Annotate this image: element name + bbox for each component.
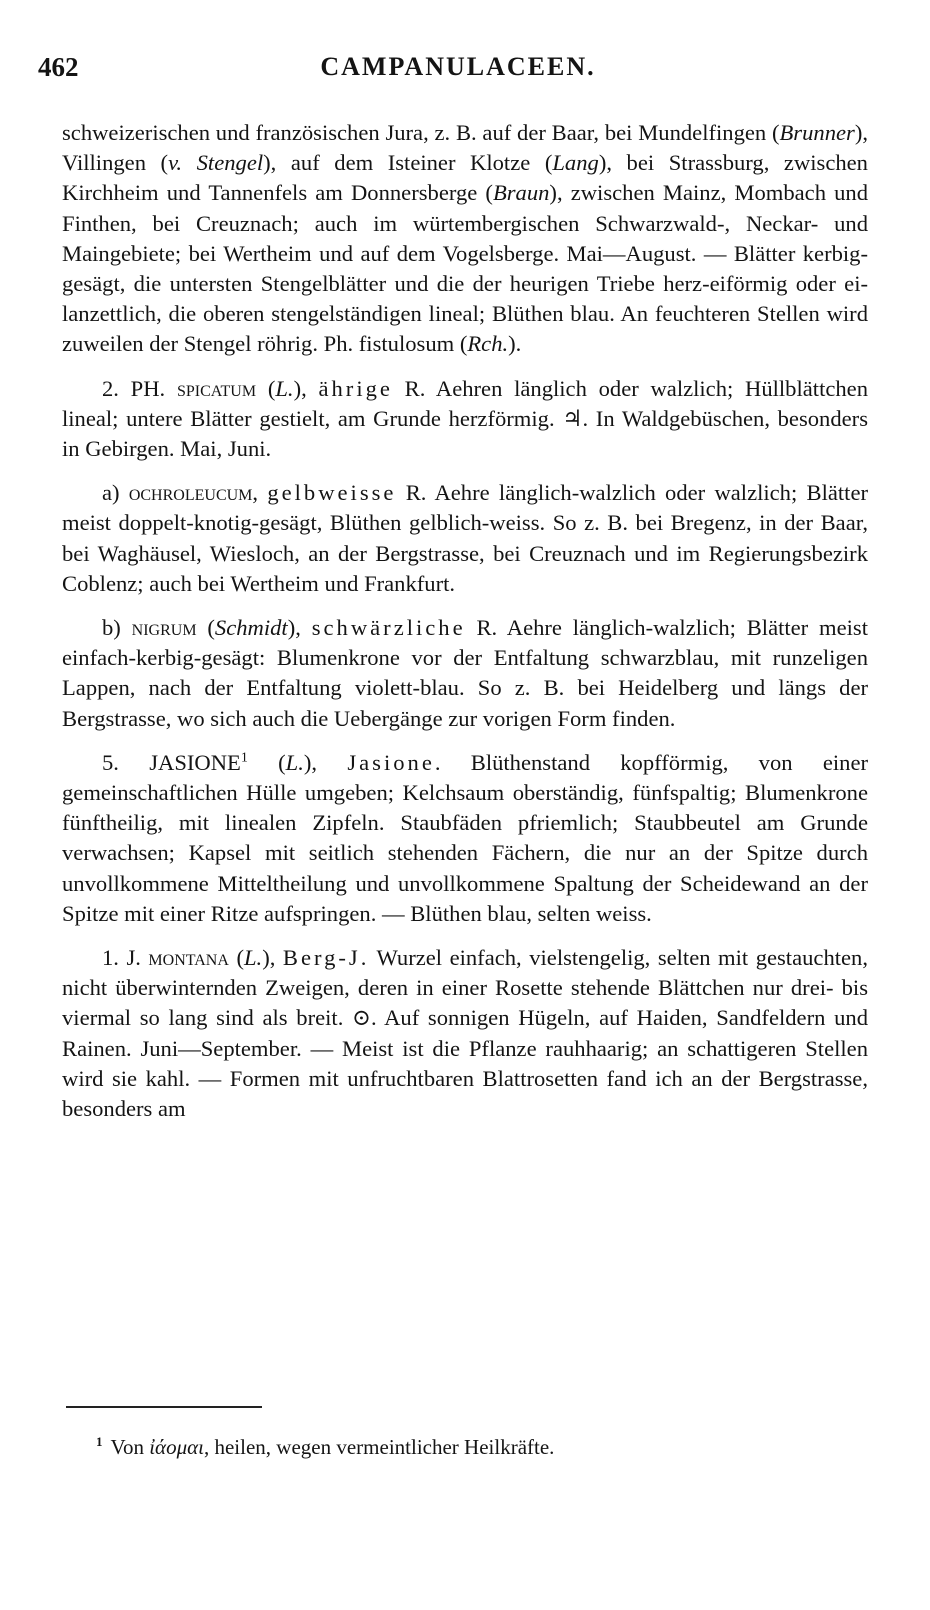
italic-text: Brunner <box>779 120 855 145</box>
italic-text: Schmidt <box>214 615 288 641</box>
page-number: 462 <box>38 52 79 82</box>
text-run: ( <box>228 945 244 971</box>
footnote-reference: 1 <box>240 750 248 766</box>
footnote <box>96 1434 554 1460</box>
paragraph-genus-jasione <box>62 748 868 929</box>
text-run: ), <box>262 945 283 971</box>
footnote-mark: 1 <box>96 1434 103 1449</box>
text-run: ). <box>508 331 522 357</box>
text-run: ), <box>303 749 348 775</box>
footnote-text <box>111 1435 555 1459</box>
text-run: 1. J. <box>102 945 149 971</box>
smallcaps-text: nigrum <box>131 615 197 641</box>
text-run: ), zwischen Mainz, Mombach und Finthen, bei Creuznach; auch im würtembergischen Schwarzwald-, Neckar- und Maingebiete; bei Wertheim und auf dem Vogelsberge. Mai—August. — Blätter kerbig-gesägt, die untersten Stengelblätter und die der heurigen Triebe herz-eiförmig oder ei-lanzettlich, die oberen stengelständigen lineal; Blüthen blau. An feuchteren Stellen wird zuweilen der Stengel röhrig. Ph. fistulosum ( <box>62 180 868 357</box>
text-run: , <box>252 480 268 506</box>
paragraph-variety-ochroleucum <box>62 478 868 599</box>
spaced-text: gelbweisse <box>267 480 397 506</box>
italic-text: L. <box>275 375 294 401</box>
text-run: ), <box>287 615 312 641</box>
text-run: ), Villingen ( <box>62 120 868 176</box>
running-title: CAMPANULACEEN. <box>320 52 596 81</box>
text-run: ( <box>196 615 215 641</box>
text-run: ), <box>293 375 319 401</box>
paragraph-jasione-montana <box>62 943 868 1124</box>
text-run: R. Aehren länglich oder walzlich; Hüllblättchen lineal; untere Blätter gestielt, am Grunde herzförmig. ♃. In Waldgebüschen, besonders in Gebirgen. Mai, Juni. <box>62 375 868 462</box>
paragraph-variety-nigrum <box>62 613 868 734</box>
text-run: . Blüthenstand kopfförmig, von einer gemeinschaftlichen Hülle umgeben; Kelchsaum oberständig, fünfspaltig; Blumenkrone fünftheilig, mit linealen Zipfeln. Staubfäden pfriemlich; Staubbeutel am Grunde verwachsen; Kapsel mit seitlich stehenden Fächern, die nur an der Spitze durch unvollkommene Mitteltheilung und unvollkommene Spaltung der Scheidewand an der Spitze mit einer Ritze aufspringen. — Blüthen blau, selten weiss. <box>62 749 868 926</box>
spaced-text: Berg-J. <box>282 945 370 971</box>
text-run: a) <box>102 480 129 506</box>
text-run: ( <box>247 749 286 775</box>
text-run: schweizerischen und französischen Jura, z. B. auf der Baar, bei Mundelfingen ( <box>62 120 780 145</box>
text-run: R. Aehre länglich-walzlich; Blätter meist einfach-kerbig-gesägt: Blumenkrone vor der Entfaltung schwarzblau, mit runzeligen Lappen, nach der Entfaltung violett-blau. So z. B. bei Heidelberg und längs der Bergstrasse, wo sich auch die Uebergänge zur vorigen Form finden. <box>62 615 868 731</box>
italic-text: v. Stengel <box>168 150 264 176</box>
text-run: R. Aehre länglich-walzlich oder walzlich; Blätter meist doppelt-knotig-gesägt, Blüthen gelblich-weiss. So z. B. bei Bregenz, in der Baar, bei Waghäusel, Wiesloch, an der Bergstrasse, bei Creuznach und im Regierungsbezirk Coblenz; auch bei Wertheim und Frankfurt. <box>62 480 869 596</box>
main-text <box>62 118 868 1124</box>
text-run: 5. JASIONE <box>102 749 241 775</box>
spaced-text: ährige <box>318 375 393 401</box>
spaced-text: Jasione <box>347 749 435 775</box>
spaced-text: schwärzliche <box>311 615 466 641</box>
paragraph-phyteuma-spicatum <box>62 374 868 465</box>
italic-text: Rch. <box>467 331 509 357</box>
text-run: Wurzel einfach, vielstengelig, selten mit gestauchten, nicht überwinternden Zweigen, deren in einer Rosette stehende Blättchen nur drei- bis viermal so lang sind als breit. ⊙. Auf sonnigen Hügeln, auf Haiden, Sandfeldern und Rainen. Juni—September. — Meist ist die Pflanze rauhhaarig; an schattigeren Stellen wird sie kahl. — Formen mit unfruchtbaren Blattrosetten fand ich an der Bergstrasse, besonders am <box>62 945 868 1122</box>
italic-text: Braun <box>492 180 550 206</box>
text-run: 2. PH. <box>102 375 177 401</box>
footnote-divider <box>66 1406 262 1408</box>
italic-text: L. <box>285 749 304 775</box>
text-run: b) <box>102 615 132 641</box>
paragraph-continuation <box>62 118 868 360</box>
text-run: , heilen, wegen vermeintlicher Heilkräfte. <box>203 1435 555 1459</box>
page-header <box>38 52 878 92</box>
text-run: ), auf dem Isteiner Klotze ( <box>263 150 553 176</box>
text-run: Von <box>110 1435 150 1459</box>
text-run: ( <box>256 375 276 401</box>
smallcaps-text: montana <box>148 945 229 971</box>
italic-text: Lang <box>552 150 599 176</box>
smallcaps-text: spicatum <box>176 375 257 401</box>
italic-text: ἰάομαι <box>149 1435 204 1459</box>
italic-text: L. <box>243 945 263 971</box>
text-run: ), bei Strassburg, zwischen Kirchheim und Tannenfels am Donnersberge ( <box>62 150 868 206</box>
smallcaps-text: ochroleucum <box>128 480 253 506</box>
